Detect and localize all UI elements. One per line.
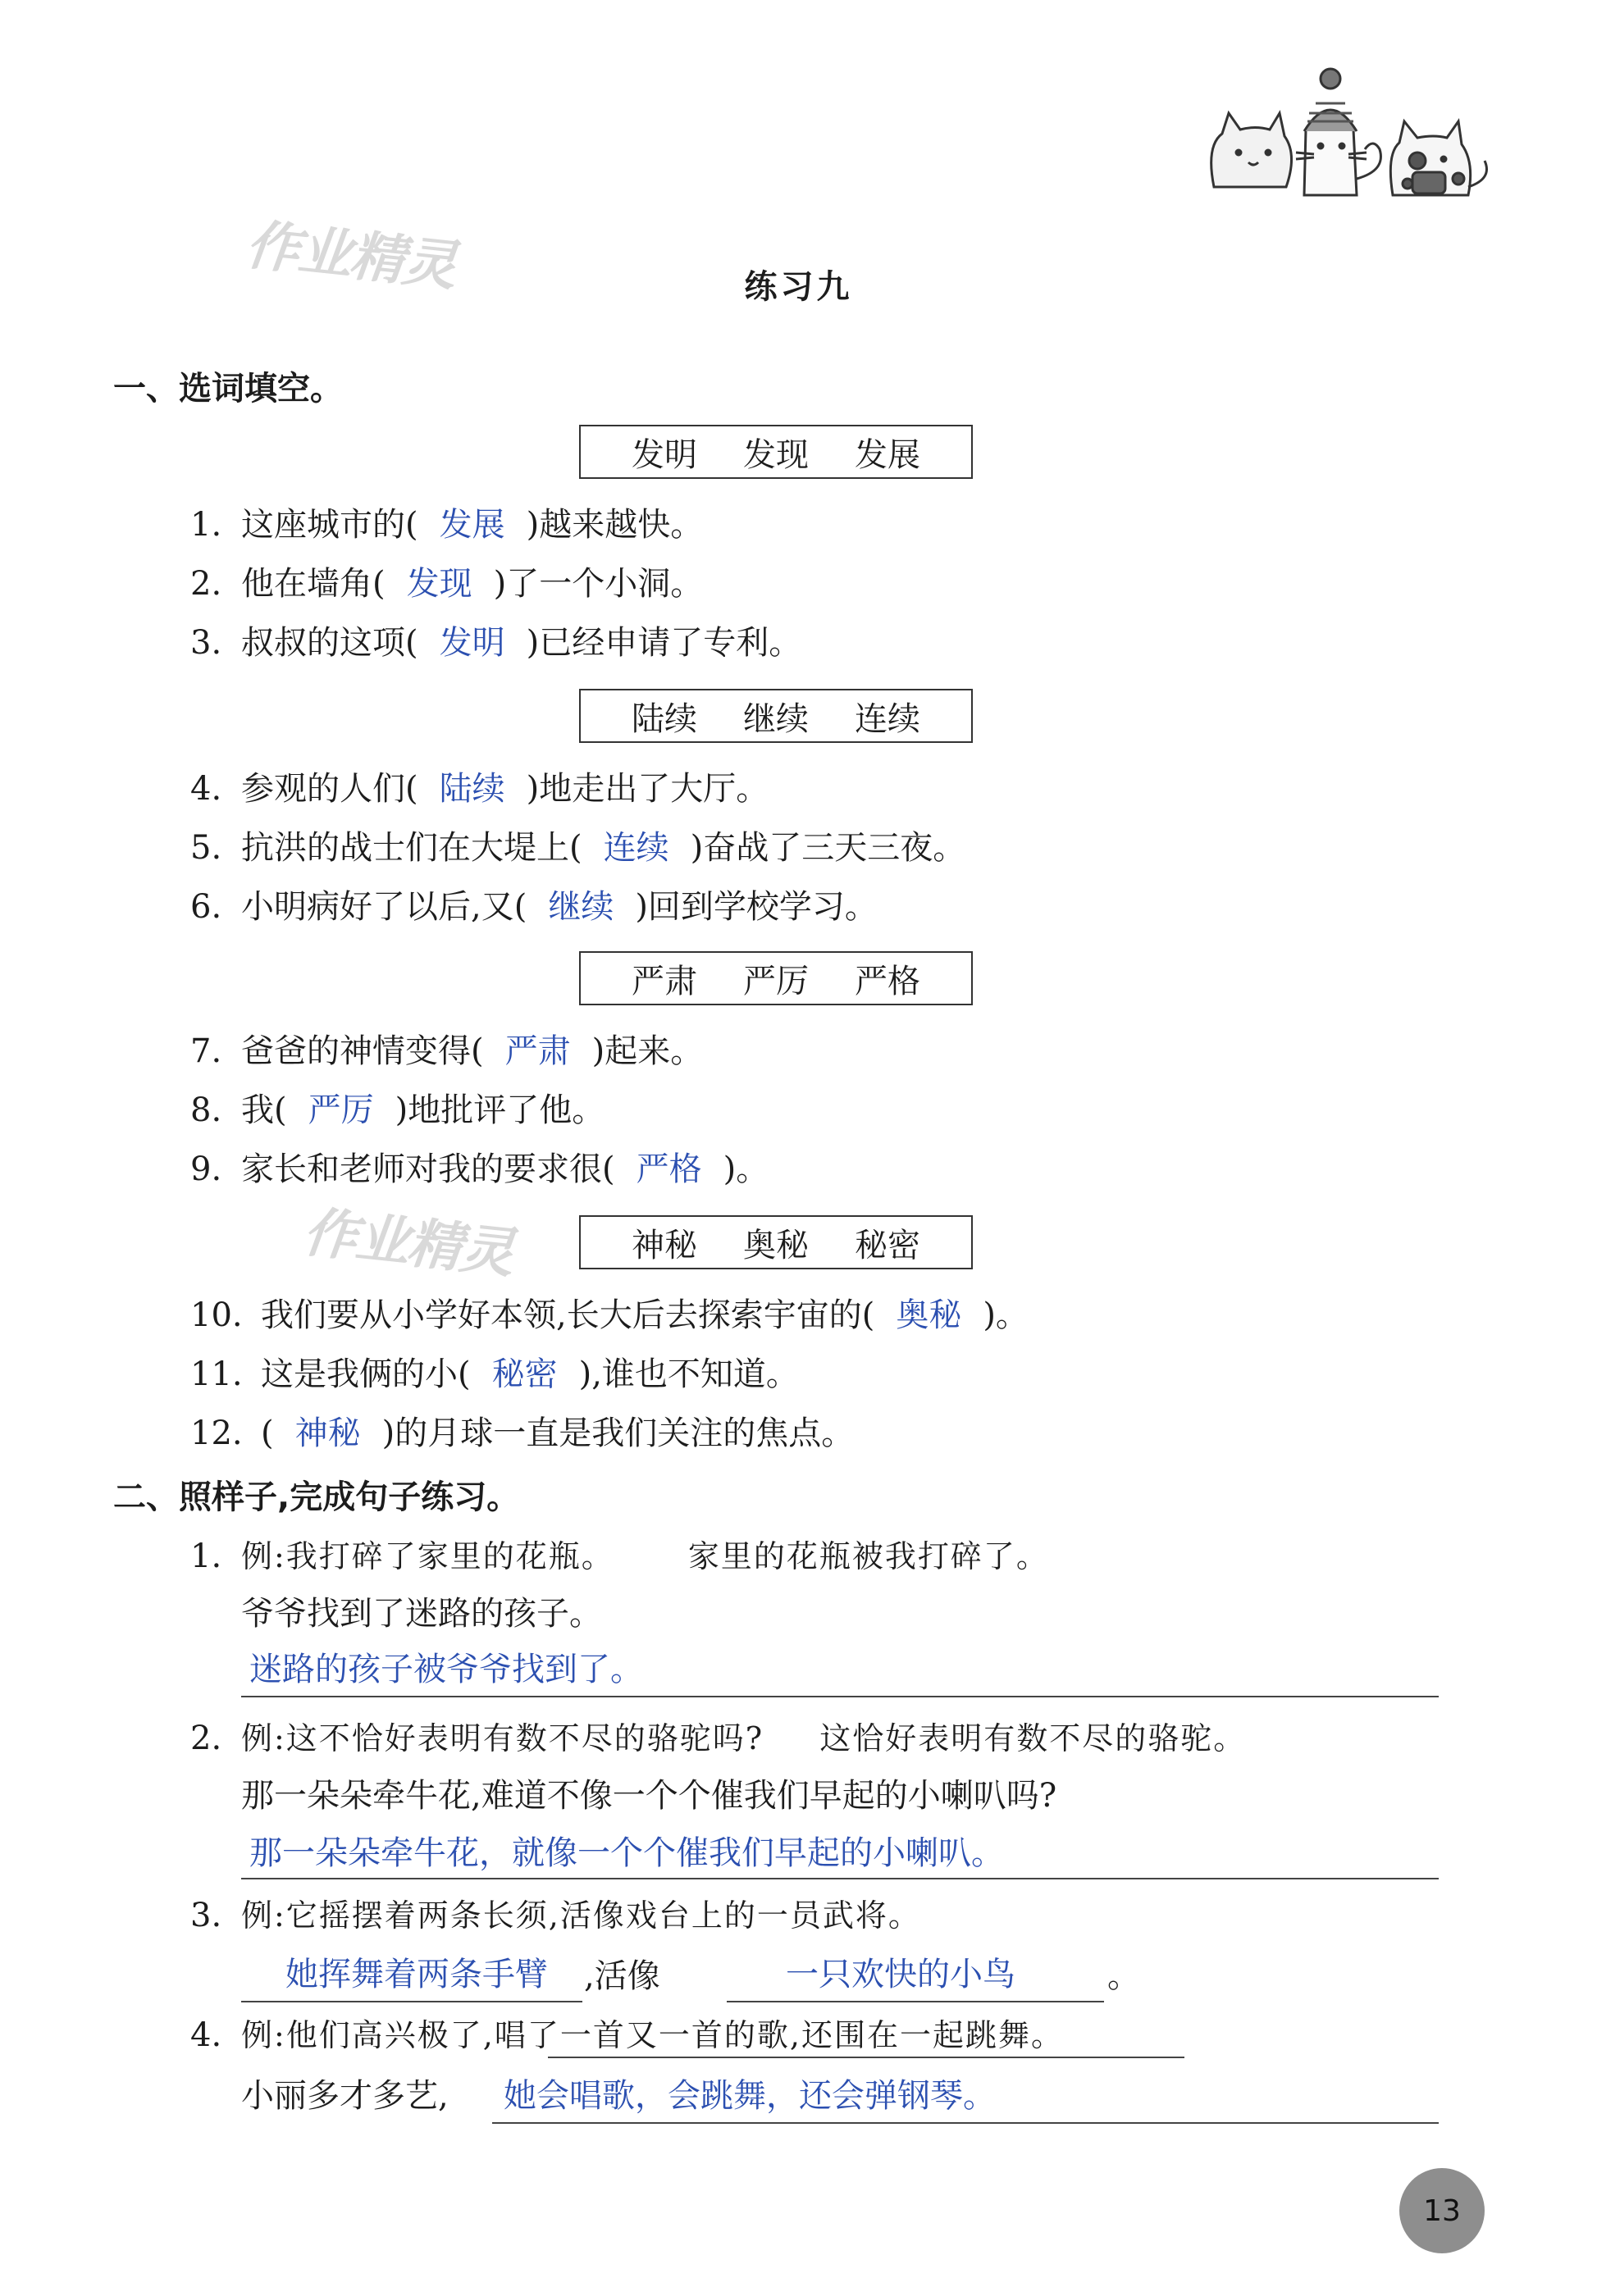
answer-text: 严肃	[504, 1032, 571, 1070]
fill-item-1: 1. 这座城市的( 发展 )越来越快。	[190, 502, 703, 548]
word-option: 秘密	[855, 1226, 920, 1264]
sentence-q3-end: 。	[1107, 1957, 1140, 1995]
answer-line	[492, 2122, 1439, 2124]
word-box-3	[579, 951, 973, 1005]
sentence-q3-middle: ,活像	[584, 1957, 660, 1995]
word-option: 发现	[743, 435, 809, 474]
fill-item-4: 4. 参观的人们( 陆续 )地走出了大厅。	[190, 766, 769, 812]
item-number: 3.	[190, 1897, 222, 1934]
sentence-q1-prompt: 爷爷找到了迷路的孩子。	[241, 1595, 602, 1633]
sentence-q2-prompt: 那一朵朵牵牛花,难道不像一个个催我们早起的小喇叭吗?	[241, 1777, 1057, 1815]
sentence-q4-example: 4. 例:他们高兴极了,唱了一首又一首的歌,还围在一起跳舞。	[190, 2012, 1064, 2058]
answer-line	[241, 2001, 582, 2002]
item-number: 2.	[190, 1720, 222, 1757]
sentence-q3-example: 3. 例:它摇摆着两条长须,活像戏台上的一员武将。	[190, 1893, 921, 1938]
sentence-q1-example: 1. 例:我打碎了家里的花瓶。 家里的花瓶被我打碎了。	[190, 1533, 1049, 1579]
sentence-q3-answer-b: 一只欢快的小鸟	[786, 1956, 1015, 1993]
item-number: 1.	[190, 1538, 222, 1575]
item-number: 12.	[190, 1414, 243, 1452]
word-box-4	[579, 1215, 973, 1269]
answer-text: 继续	[548, 888, 614, 926]
word-option: 发展	[855, 435, 920, 474]
word-box-1	[579, 425, 973, 479]
sentence-q1-answer: 迷路的孩子被爷爷找到了。	[249, 1651, 643, 1688]
item-number: 5.	[190, 829, 222, 867]
item-number: 1.	[190, 506, 222, 544]
fill-item-8: 8. 我( 严厉 )地批评了他。	[190, 1087, 605, 1133]
answer-text: 发现	[406, 565, 472, 603]
fill-item-6: 6. 小明病好了以后,又( 继续 )回到学校学习。	[190, 884, 878, 930]
answer-text: 发明	[439, 624, 505, 662]
sentence-q3-answer-a: 她挥舞着两条手臂	[285, 1956, 548, 1993]
page-number: 13	[1399, 2168, 1485, 2253]
fill-item-5: 5. 抗洪的战士们在大堤上( 连续 )奋战了三天三夜。	[190, 825, 965, 871]
answer-text: 神秘	[294, 1414, 361, 1452]
answer-text: 严厉	[308, 1091, 374, 1129]
answer-line	[727, 2001, 1104, 2002]
answer-text: 陆续	[439, 770, 505, 808]
answer-text: 严格	[636, 1150, 702, 1188]
cats-illustration-icon	[1198, 64, 1501, 212]
item-number: 8.	[190, 1091, 222, 1129]
item-number: 7.	[190, 1032, 222, 1070]
item-number: 9.	[190, 1150, 222, 1188]
word-option: 奥秘	[743, 1226, 809, 1264]
word-option: 连续	[855, 699, 920, 738]
sentence-q2-example: 2. 例:这不恰好表明有数不尽的骆驼吗? 这恰好表明有数不尽的骆驼。	[190, 1715, 1246, 1761]
example-underline	[548, 2057, 1184, 2058]
item-number: 2.	[190, 565, 222, 603]
word-option: 陆续	[632, 699, 697, 738]
watermark-top: 作业精灵	[243, 212, 459, 298]
item-number: 3.	[190, 624, 222, 662]
watermark-middle: 作业精灵	[300, 1200, 516, 1286]
word-option: 发明	[632, 435, 697, 474]
fill-item-2: 2. 他在墙角( 发现 )了一个小洞。	[190, 561, 703, 607]
sentence-q4-answer: 她会唱歌，会跳舞，还会弹钢琴。	[504, 2077, 996, 2115]
item-number: 6.	[190, 888, 222, 926]
word-option: 继续	[743, 699, 809, 738]
answer-text: 发展	[439, 506, 505, 544]
answer-text: 连续	[603, 829, 669, 867]
word-option: 严格	[855, 962, 920, 1000]
answer-text: 秘密	[491, 1355, 558, 1393]
answer-line	[241, 1696, 1439, 1697]
section-2-heading: 二、照样子,完成句子练习。	[113, 1478, 520, 1516]
item-number: 4.	[190, 770, 222, 808]
page-title: 练习九	[744, 268, 853, 306]
word-option: 严肃	[632, 962, 697, 1000]
fill-item-3: 3. 叔叔的这项( 发明 )已经申请了专利。	[190, 620, 801, 666]
section-1-heading: 一、选词填空。	[113, 370, 343, 408]
fill-item-10: 10. 我们要从小学好本领,长大后去探索宇宙的( 奥秘 )。	[190, 1292, 1029, 1338]
word-option: 神秘	[632, 1226, 697, 1264]
answer-text: 奥秘	[896, 1296, 962, 1334]
item-number: 10.	[190, 1296, 243, 1334]
fill-item-11: 11. 这是我俩的小( 秘密 ),谁也不知道。	[190, 1351, 799, 1397]
sentence-q4-prompt: 小丽多才多艺,	[241, 2077, 449, 2115]
sentence-q2-answer: 那一朵朵牵牛花，就像一个个催我们早起的小喇叭。	[249, 1834, 1004, 1872]
item-number: 4.	[190, 2016, 222, 2054]
item-number: 11.	[190, 1355, 243, 1393]
fill-item-7: 7. 爸爸的神情变得( 严肃 )起来。	[190, 1028, 703, 1074]
word-option: 严厉	[743, 962, 809, 1000]
fill-item-12: 12. ( 神秘 )的月球一直是我们关注的焦点。	[190, 1410, 854, 1456]
word-box-2	[579, 689, 973, 743]
answer-line	[241, 1878, 1439, 1879]
fill-item-9: 9. 家长和老师对我的要求很( 严格 )。	[190, 1146, 769, 1192]
